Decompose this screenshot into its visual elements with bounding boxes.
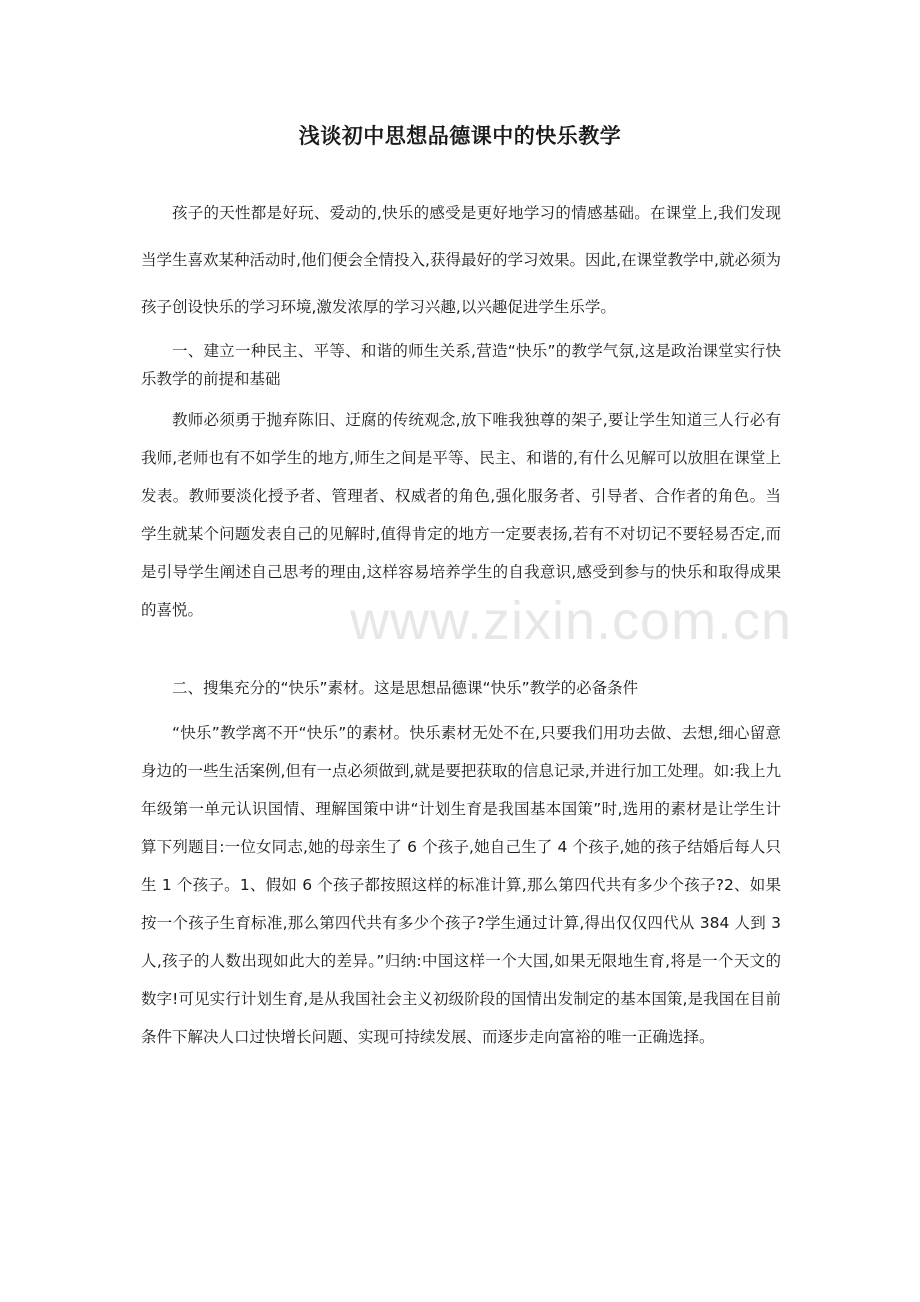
section-2-heading: 二、搜集充分的“快乐”素材。这是思想品德课“快乐”教学的必备条件 [172, 679, 639, 697]
intro-paragraph: 孩子的天性都是好玩、爱动的,快乐的感受是更好地学习的情感基础。在课堂上,我们发现当学生喜欢某种活动时,他们便会全情投入,获得最好的学习效果。因此,在课堂教学中,就必须为孩子创设快乐的学习环境,激发浓厚的学习兴趣,以兴趣促进学生乐学。 [141, 204, 781, 316]
watermark: www.zixin.com.cn [350, 591, 793, 651]
page-title: 浅谈初中思想品德课中的快乐教学 [298, 124, 622, 148]
section-1-heading: 一、建立一种民主、平等、和谐的师生关系,营造“快乐”的教学气氛,这是政治课堂实行快乐教学的前提和基础 [141, 342, 781, 388]
section-2-body: “快乐”教学离不开“快乐”的素材。快乐素材无处不在,只要我们用功去做、去想,细心留意身边的一些生活案例,但有一点必须做到,就是要把获取的信息记录,并进行加工处理。如:我上九年级第一单元认识国情、理解国策中讲“计划生育是我国基本国策”时,选用的素材是让学生计算下列题目:一位女同志,她的母亲生了 6 个孩子,她自己生了 4 个孩子,她的孩子结婚后每人只生 1 个孩子。1、假如 6 个孩子都按照这样的标准计算,那么第四代共有多少个孩子?2、如果按一个孩子生育标准,那么第四代共有多少个孩子?学生通过计算,得出仅仅四代从 384 人到 3 人,孩子的人数出现如此大的差异。”归纳:中国这样一个大国,如果无限地生育,将是一个天文的数字!可见实行计划生育,是从我国社会主义初级阶段的国情出发制定的基本国策,是我国在目前条件下解决人口过快增长问题、实现可持续发展、而逐步走向富裕的唯一正确选择。 [141, 724, 782, 1046]
section-1-body: 教师必须勇于抛弃陈旧、迂腐的传统观念,放下唯我独尊的架子,要让学生知道三人行必有我师,老师也有不如学生的地方,师生之间是平等、民主、和谐的,有什么见解可以放胆在课堂上发表。教师要淡化授予者、管理者、权威者的角色,强化服务者、引导者、合作者的角色。当学生就某个问题发表自己的见解时,值得肯定的地方一定要表扬,若有不对切记不要轻易否定,而是引导学生阐述自己思考的理由,这样容易培养学生的自我意识,感受到参与的快乐和取得成果的喜悦。 [141, 411, 781, 619]
